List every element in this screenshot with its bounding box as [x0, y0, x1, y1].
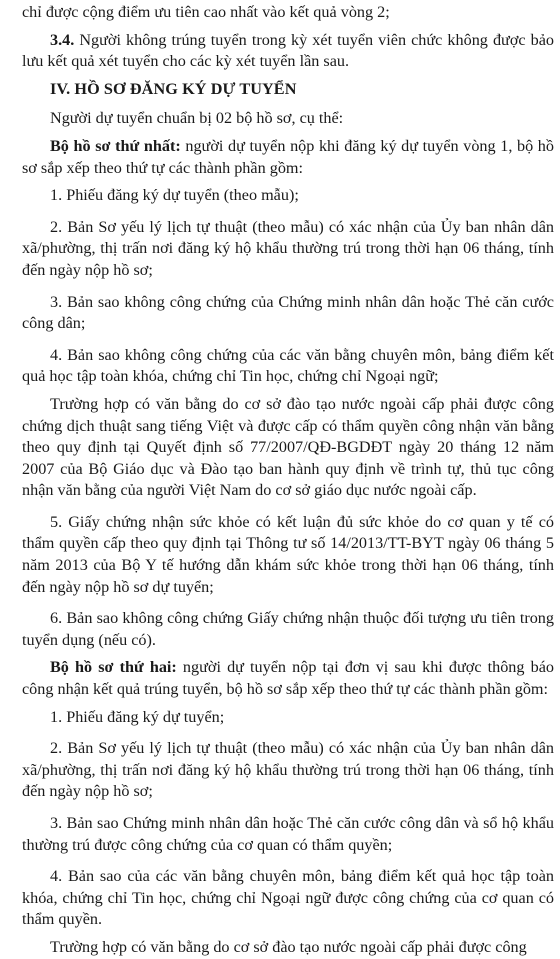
- list-item: 2. Bản Sơ yếu lý lịch tự thuật (theo mẫu) có xác nhận của Ủy ban nhân dân xã/phường, thị trấn nơi đăng ký hộ khẩu thường trú trong thời hạn 06 tháng, tính đến ngày nộp hồ sơ;: [22, 739, 554, 801]
- list-item: 4. Bản sao không công chứng của các văn bằng chuyên môn, bảng điểm kết quả học tập toàn khóa, chứng chỉ Tin học, chứng chỉ Ngoại ngữ;: [22, 345, 554, 386]
- list-item: 1. Phiếu đăng ký dự tuyển (theo mẫu);: [50, 186, 299, 205]
- paragraph-cutoff: Trường hợp có văn bằng do cơ sở đào tạo nước ngoài cấp phải được công: [50, 937, 527, 956]
- paragraph-continuation: chỉ được cộng điểm ưu tiên cao nhất vào kết quả vòng 2;: [22, 3, 390, 21]
- list-item: 3. Bản sao Chứng minh nhân dân hoặc Thẻ căn cước công dân và sổ hộ khẩu thường trú được công chứng của cơ quan có thẩm quyền;: [22, 814, 554, 854]
- list-item: 5. Giấy chứng nhận sức khỏe có kết luận đủ sức khỏe do cơ quan y tế có thẩm quyền cấp theo quy định tại Thông tư số 14/2013/TT-BYT ngày 06 tháng 5 năm 2013 của Bộ Y tế hướng dẫn khám sức khỏe trong thời hạn 06 tháng, tính đến ngày nộp hồ sơ dự tuyển;: [22, 512, 554, 596]
- paragraph-second-set: [22, 657, 554, 700]
- paragraph-3-4: [22, 30, 554, 73]
- paragraph-first-set: [22, 136, 554, 179]
- list-item: 4. Bản sao của các văn bằng chuyên môn, bảng điểm kết quả học tập toàn khóa, chứng chỉ Tin học, chứng chỉ Ngoại ngữ được công chứng của cơ quan có thẩm quyền.: [22, 867, 554, 929]
- list-item: 3. Bản sao không công chứng của Chứng minh nhân dân hoặc Thẻ căn cước công dân;: [22, 292, 554, 333]
- list-item: 6. Bản sao không công chứng Giấy chứng nhận thuộc đối tượng ưu tiên trong tuyển dụng (nếu có).: [22, 609, 554, 649]
- paragraph-foreign-diploma: Trường hợp có văn bằng do cơ sở đào tạo nước ngoài cấp phải được công chứng dịch thuật sang tiếng Việt và được cấp có thẩm quyền công nhận văn bằng theo quy định tại Quyết định số 77/2007/QĐ-BGDĐT ngày 20 tháng 12 năm 2007 của Bộ Giáo dục và Đào tạo ban hành quy định về trình tự, thủ tục công nhận văn bằng của người Việt Nam do cơ sở giáo dục nước ngoài cấp.: [22, 394, 554, 500]
- paragraph-text: người dự tuyển nộp tại đơn vị sau khi được thông báo công nhận kết quả trúng tuyển, bộ hồ sơ sắp xếp theo thứ tự các thành phần gồm:: [22, 658, 554, 699]
- paragraph-intro: Người dự tuyển chuẩn bị 02 bộ hồ sơ, cụ thể:: [50, 109, 344, 128]
- section-heading: IV. HỒ SƠ ĐĂNG KÝ DỰ TUYỂN: [50, 79, 297, 98]
- list-item: 1. Phiếu đăng ký dự tuyển;: [50, 707, 225, 726]
- list-item: 2. Bản Sơ yếu lý lịch tự thuật (theo mẫu) có xác nhận của Ủy ban nhân dân xã/phường, thị trấn nơi đăng ký hộ khẩu thường trú trong thời hạn 06 tháng, tính đến ngày nộp hồ sơ;: [22, 217, 554, 279]
- paragraph-text: Người không trúng tuyển trong kỳ xét tuyển viên chức không được bảo lưu kết quả xét tuyển cho các kỳ xét tuyển lần sau.: [22, 30, 554, 71]
- bold-lead: Bộ hồ sơ thứ nhất:: [50, 136, 181, 155]
- paragraph-text: người dự tuyển nộp khi đăng ký dự tuyển vòng 1, bộ hồ sơ sắp xếp theo thứ tự các thành phần gồm:: [22, 136, 554, 177]
- paragraph-number: 3.4.: [50, 30, 75, 49]
- bold-lead: Bộ hồ sơ thứ hai:: [50, 658, 177, 677]
